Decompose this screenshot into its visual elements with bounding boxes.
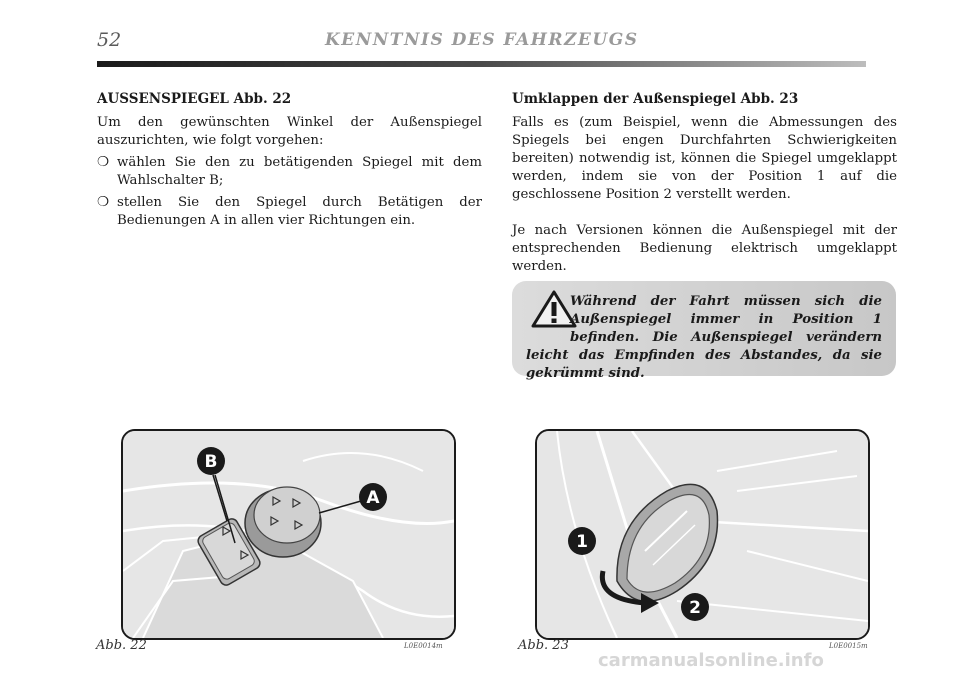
bullet-circle-icon: ❍ <box>97 195 109 210</box>
callout-a-label: A <box>366 488 380 508</box>
figure-22-code: L0E0014m <box>404 642 443 650</box>
instruction-list <box>97 154 482 230</box>
figure-22-mirror-controls <box>121 429 456 640</box>
warning-text: Während der Fahrt müssen sich die Außenspiegel immer in Position 1 befinden. Die Außenspiegel verändern leicht das Empfinden des Abstandes, da sie gekrümmt sind. <box>526 294 882 381</box>
electric-fold-paragraph: Je nach Versionen können die Außenspiegel mit der entsprechenden Bedienung elektrisch umgeklappt werden. <box>512 223 897 274</box>
figure-23-code: L0E0015m <box>829 642 868 650</box>
header-rule <box>97 61 866 67</box>
figure-22-caption: Abb. 22 <box>96 638 147 653</box>
figure-23-caption: Abb. 23 <box>518 638 569 653</box>
callout-2-label: 2 <box>689 598 701 618</box>
intro-paragraph: Um den gewünschten Winkel der Außenspiegel auszurichten, wie folgt vorgehen: <box>97 115 482 148</box>
warning-text-block <box>526 293 882 383</box>
list-item <box>97 154 482 190</box>
left-column <box>97 90 482 234</box>
section-heading-umklappen: Umklappen der Außenspiegel Abb. 23 <box>512 91 799 107</box>
callout-1-label: 1 <box>576 532 588 552</box>
section-heading-aussenspiegel: AUSSENSPIEGEL Abb. 22 <box>97 91 292 107</box>
warning-box <box>512 281 896 381</box>
running-head: KENNTNIS DES FAHRZEUGS <box>325 30 639 50</box>
figure-23-mirror-folding <box>535 429 870 640</box>
page-number: 52 <box>97 29 122 51</box>
list-item <box>97 194 482 230</box>
watermark: carmanualsonline.info <box>598 650 824 671</box>
fold-paragraph: Falls es (zum Beispiel, wenn die Abmessungen des Spiegels bei engen Durchfahrten Schwierigkeiten bereiten) notwendig ist, können die Spiegel umgeklappt werden, indem sie von der Position 1 auf die geschlossene Position 2 verstellt werden. <box>512 115 897 202</box>
right-column <box>512 90 897 280</box>
bullet-circle-icon: ❍ <box>97 155 109 170</box>
callout-b-label: B <box>204 452 218 472</box>
list-item-text: stellen Sie den Spiegel durch Betätigen der Bedienungen A in allen vier Richtungen ein. <box>117 195 482 228</box>
list-item-text: wählen Sie den zu betätigenden Spiegel mit dem Wahlschalter B; <box>117 155 482 188</box>
